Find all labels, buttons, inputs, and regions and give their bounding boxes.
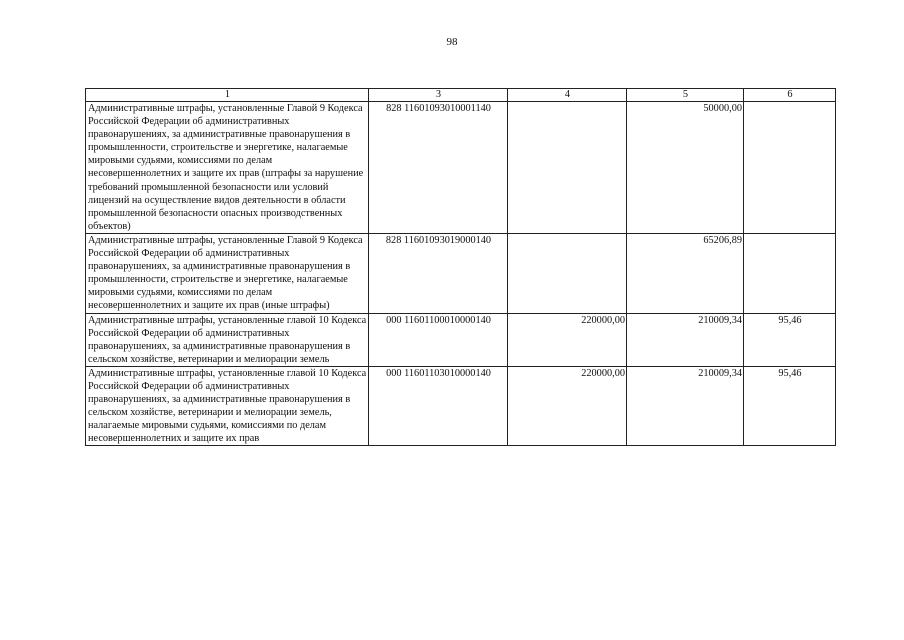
column-header-3: 3 xyxy=(369,89,508,102)
row-execution-percent xyxy=(744,102,836,234)
row-planned-amount xyxy=(508,233,627,313)
table-row xyxy=(86,313,836,366)
row-actual-amount: 65206,89 xyxy=(627,233,744,313)
row-execution-percent: 95,46 xyxy=(744,366,836,446)
row-actual-amount: 210009,34 xyxy=(627,313,744,366)
row-execution-percent: 95,46 xyxy=(744,313,836,366)
row-description: Административные штрафы, установленные Главой 9 Кодекса Российской Федерации об административных правонарушениях, за административные правонарушения в промышленности, строительстве и энергетике, налагаемые мировыми судьями, комиссиями по делам несовершеннолетних и защите их прав (штрафы за нарушение требований промышленной безопасности или условий лицензий на осуществление видов деятельности в области промышленной безопасности опасных производственных объектов) xyxy=(86,102,369,234)
table-header-row xyxy=(86,89,836,102)
row-execution-percent xyxy=(744,233,836,313)
row-actual-amount: 210009,34 xyxy=(627,366,744,446)
row-planned-amount: 220000,00 xyxy=(508,313,627,366)
page-number: 98 xyxy=(446,36,458,48)
column-header-4: 4 xyxy=(508,89,627,102)
table-row xyxy=(86,102,836,234)
row-planned-amount: 220000,00 xyxy=(508,366,627,446)
row-description: Административные штрафы, установленные Главой 9 Кодекса Российской Федерации об административных правонарушениях, за административные правонарушения в промышленности, строительстве и энергетике, налагаемые мировыми судьями, комиссиями по делам несовершеннолетних и защите их прав (иные штрафы) xyxy=(86,233,369,313)
row-classification-code: 000 11601100010000140 xyxy=(369,313,508,366)
row-actual-amount: 50000,00 xyxy=(627,102,744,234)
table-row xyxy=(86,233,836,313)
budget-revenue-table xyxy=(85,88,836,446)
column-header-1: 1 xyxy=(86,89,369,102)
row-classification-code: 828 11601093019000140 xyxy=(369,233,508,313)
row-description: Административные штрафы, установленные главой 10 Кодекса Российской Федерации об административных правонарушениях, за административные правонарушения в сельском хозяйстве, ветеринарии и мелиорации земель, налагаемые мировыми судьями, комиссиями по делам несовершеннолетних и защите их прав xyxy=(86,366,369,446)
column-header-5: 5 xyxy=(627,89,744,102)
row-planned-amount xyxy=(508,102,627,234)
row-classification-code: 828 11601093010001140 xyxy=(369,102,508,234)
table-row xyxy=(86,366,836,446)
row-description: Административные штрафы, установленные главой 10 Кодекса Российской Федерации об административных правонарушениях, за административные правонарушения в сельском хозяйстве, ветеринарии и мелиорации земель xyxy=(86,313,369,366)
row-classification-code: 000 11601103010000140 xyxy=(369,366,508,446)
column-header-6: 6 xyxy=(744,89,836,102)
